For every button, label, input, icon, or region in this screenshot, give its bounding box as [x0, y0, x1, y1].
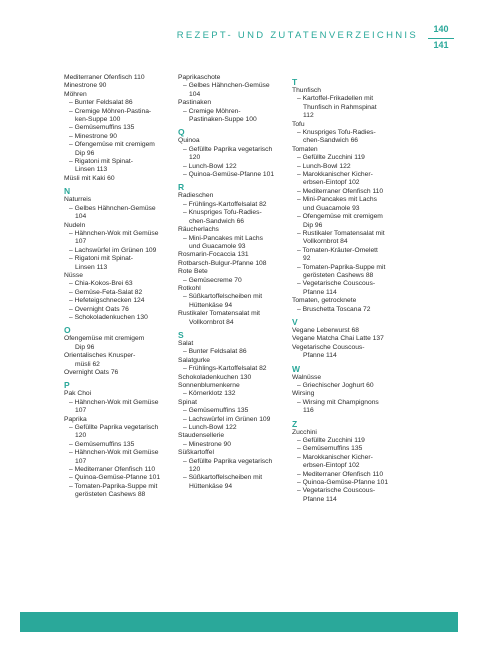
index-entry: – Mini-Pancakes mit Lachs [297, 196, 377, 204]
index-letter-heading: R [178, 182, 185, 193]
index-entry: – Lachswürfel im Grünen 109 [69, 246, 157, 254]
index-entry: Sonnenblumenkerne [178, 382, 240, 389]
index-entry: – Hähnchen-Wok mit Gemüse [69, 449, 159, 457]
index-entry: – Frühlings-Kartoffelsalat 82 [183, 200, 267, 208]
index-entry: – Mini-Pancakes mit Lachs [183, 234, 263, 242]
index-entry: Quinoa [178, 137, 200, 145]
index-entry: Pastinaken [178, 99, 212, 107]
index-entry: Tomaten, getrocknete [292, 297, 357, 305]
index-entry: Paprikaschote [178, 74, 221, 81]
index-entry: Dip 96 [75, 149, 95, 157]
index-entry: – Hefeteigschnecken 124 [69, 297, 145, 305]
index-entry: Paprika [64, 415, 87, 423]
index-entry: Staudensellerie [178, 432, 225, 440]
index-entry: Rotbarsch-Bulgur-Pfanne 108 [178, 259, 267, 267]
index-entry: 107 [75, 457, 87, 465]
index-letter-heading: O [64, 325, 71, 336]
index-entry: 120 [189, 466, 201, 474]
index-entry: Süßkartoffel [178, 449, 214, 457]
index-entry: – Marokkanischer Kicher- [297, 453, 373, 461]
index-entry: – Lachswürfel im Grünen 109 [183, 415, 271, 423]
index-entry: – Gemüsemuffins 135 [297, 445, 363, 453]
index-entry: Mediterraner Ofenfisch 110 [64, 74, 145, 81]
index-entry: – Mediterraner Ofenfisch 110 [297, 470, 384, 478]
index-entry: – Chia-Kokos-Brei 63 [69, 280, 133, 288]
index-entry: – Körnerklotz 132 [183, 390, 236, 398]
index-entry: Dip 96 [75, 343, 95, 351]
index-letter-heading: P [64, 380, 70, 391]
index-entry: Tomaten [292, 145, 318, 153]
index-entry: – Cremige Möhren- [183, 107, 241, 115]
index-entry: – Wirsing mit Champignons [297, 398, 379, 406]
index-entry: gerösteten Cashews 88 [75, 491, 146, 499]
index-entry: Rosmarin-Focaccia 131 [178, 251, 249, 259]
index-entry: – Knuspriges Tofu-Radies- [183, 209, 262, 217]
index-entry: – Süßkartoffelscheiben mit [183, 474, 263, 482]
index-entry: Pastinaken-Suppe 100 [189, 116, 257, 124]
index-entry: Radieschen [178, 192, 214, 200]
index-entry: Nüsse [64, 271, 83, 279]
index-entry: 112 [303, 112, 314, 120]
index-entry: chen-Sandwich 66 [189, 217, 245, 225]
index-entry: Pfanne 114 [303, 495, 337, 503]
index-entry: – Tomaten-Paprika-Suppe mit [297, 263, 386, 271]
index-entry: 120 [75, 432, 87, 440]
index-entry: – Quinoa-Gemüse-Pfanne 101 [69, 474, 161, 482]
index-entry: – Gefüllte Zucchini 119 [297, 154, 365, 162]
index-entry: – Gemüsemuffins 135 [183, 407, 249, 415]
index-entry: erbsen-Eintopf 102 [303, 179, 360, 187]
index-entry: – Gemüse-Feta-Salat 82 [69, 288, 143, 296]
index-entry: ken-Suppe 100 [75, 116, 121, 124]
section-title: REZEPT- UND ZUTATENVERZEICHNIS [176, 30, 418, 41]
index-letter-heading: V [292, 316, 298, 327]
index-entry: – Overnight Oats 76 [69, 305, 129, 313]
index-entry: – Kartoffel-Frikadellen mit [297, 95, 374, 103]
index-entry: Müsli mit Kaki 60 [64, 174, 115, 182]
index-entry: Räucherlachs [178, 226, 219, 234]
index-entry: – Gelbes Hähnchen-Gemüse [69, 204, 156, 212]
index-column-1 [64, 74, 184, 500]
index-column-3 [292, 74, 442, 504]
index-entry: – Gefüllte Zucchini 119 [297, 437, 365, 445]
index-entry: Tofu [292, 120, 305, 128]
index-entry: – Cremige Möhren-Pastina- [69, 107, 152, 115]
index-entry: gerösteten Cashews 88 [303, 271, 374, 279]
index-entry: müsli 62 [75, 360, 100, 368]
index-entry: – Tomaten-Kräuter-Omelett [297, 246, 378, 254]
index-entry: – Gefüllte Paprika vegetarisch [183, 145, 273, 153]
index-entry: Thunfisch in Rahmspinat [303, 103, 377, 111]
index-entry: 104 [189, 90, 201, 98]
index-entry: Rotkohl [178, 284, 201, 292]
index-entry: Zucchini [292, 428, 317, 436]
index-entry: – Vegetarische Couscous- [297, 487, 376, 495]
index-entry: Linsen 113 [75, 166, 108, 174]
index-letter-heading: Z [292, 418, 298, 429]
index-entry: Rote Bete [178, 268, 208, 276]
index-entry: – Rigatoni mit Spinat- [69, 255, 133, 263]
index-entry: – Gefüllte Paprika vegetarisch [183, 457, 273, 465]
index-entry: Vollkornbrot 84 [189, 318, 234, 326]
index-entry: – Ofengemüse mit cremigem [297, 213, 383, 221]
index-entry: – Ofengemüse mit cremigem [69, 141, 155, 149]
index-entry: Vollkornbrot 84 [303, 238, 348, 246]
index-entry: – Gelbes Hähnchen-Gemüse [183, 82, 270, 90]
footer-color-band [20, 612, 458, 632]
index-letter-heading: W [292, 363, 301, 374]
index-entry: – Griechischer Joghurt 60 [297, 382, 374, 389]
index-entry: – Hähnchen-Wok mit Gemüse [69, 229, 159, 237]
index-entry: – Lunch-Bowl 122 [297, 162, 351, 170]
index-letter-heading: Q [178, 127, 185, 138]
index-entry: – Schokoladenkuchen 130 [69, 313, 148, 321]
index-entry: – Marokkanischer Kicher- [297, 171, 373, 179]
index-entry: Dip 96 [303, 221, 323, 229]
index-entry: Hüttenkäse 94 [189, 301, 233, 309]
index-entry: Pfanne 114 [303, 288, 337, 296]
index-entry: Wirsing [292, 390, 315, 398]
index-entry: – Gemüsemuffins 135 [69, 440, 135, 448]
index-entry: Walnüsse [292, 373, 322, 381]
index-entry: – Süßkartoffelscheiben mit [183, 293, 263, 301]
index-entry: – Rustikaler Tomatensalat mit [297, 229, 385, 237]
index-entry: Salatgurke [178, 356, 210, 364]
index-entry: Ofengemüse mit cremigem [64, 335, 145, 343]
index-entry: – Hähnchen-Wok mit Gemüse [69, 398, 159, 406]
index-entry: 107 [75, 407, 87, 415]
index-entry: Möhren [64, 90, 87, 98]
index-entry: – Minestrone 90 [183, 440, 231, 448]
index-entry: – Quinoa-Gemüse-Pfanne 101 [297, 479, 389, 487]
index-entry: – Rigatoni mit Spinat- [69, 158, 133, 166]
index-entry: – Vegetarische Couscous- [297, 280, 376, 288]
index-letter-heading: N [64, 186, 71, 197]
index-entry: – Lunch-Bowl 122 [183, 162, 237, 170]
index-entry: und Guacamole 93 [189, 242, 246, 250]
index-entry: – Gefüllte Paprika vegetarisch [69, 424, 159, 432]
index-entry: Naturreis [64, 196, 92, 204]
index-entry: Vegane Matcha Chai Latte 137 [292, 335, 384, 343]
index-entry: – Tomaten-Paprika-Suppe mit [69, 482, 158, 490]
index-entry: erbsen-Eintopf 102 [303, 462, 360, 470]
page-number-left: 140 [433, 24, 449, 34]
index-entry: Rustikaler Tomatensalat mit [178, 310, 261, 318]
index-entry: – Frühlings-Kartoffelsalat 82 [183, 365, 267, 373]
index-entry: Vegane Leberwurst 68 [292, 326, 359, 334]
index-entry: Minestrone 90 [64, 82, 107, 90]
page-number-divider [428, 38, 454, 39]
index-entry: Spinat [178, 398, 197, 406]
index-entry: Pfanne 114 [303, 352, 337, 360]
index-entry: – Gemüsecreme 70 [183, 276, 242, 284]
index-letter-heading: T [292, 77, 298, 87]
page-number-right: 141 [433, 40, 449, 50]
index-entry: – Gemüsemuffins 135 [69, 124, 135, 132]
index-entry: Vegetarische Couscous- [292, 343, 365, 351]
index-entry: 92 [303, 255, 311, 263]
index-letter-heading: S [178, 329, 184, 340]
index-entry: – Quinoa-Gemüse-Pfanne 101 [183, 171, 275, 179]
index-column-2 [178, 74, 298, 491]
index-entry: Orientalisches Knusper- [64, 352, 136, 360]
index-entry: Linsen 113 [75, 263, 108, 271]
index-entry: – Knuspriges Tofu-Radies- [297, 129, 376, 137]
index-entry: – Bunter Feldsalat 86 [183, 348, 247, 356]
index-entry: – Bruschetta Toscana 72 [297, 305, 371, 313]
index-entry: 104 [75, 213, 87, 221]
index-entry: – Mediterraner Ofenfisch 110 [69, 466, 156, 474]
index-entry: – Mediterraner Ofenfisch 110 [297, 187, 384, 195]
index-entry: – Bunter Feldsalat 86 [69, 99, 133, 107]
index-entry: 116 [303, 407, 314, 415]
index-entry: und Guacamole 93 [303, 204, 360, 212]
index-entry: chen-Sandwich 66 [303, 137, 359, 145]
index-entry: 107 [75, 238, 87, 246]
index-entry: – Minestrone 90 [69, 132, 117, 140]
index-entry: Overnight Oats 76 [64, 369, 119, 376]
index-entry: Nudeln [64, 221, 86, 229]
index-entry: 120 [189, 154, 201, 162]
index-entry: Schokoladenkuchen 130 [178, 373, 252, 381]
index-entry: Pak Choi [64, 390, 92, 398]
index-entry: – Lunch-Bowl 122 [183, 424, 237, 432]
index-entry: Thunfisch [292, 87, 321, 94]
index-entry: Salat [178, 339, 194, 347]
index-entry: Hüttenkäse 94 [189, 482, 233, 490]
